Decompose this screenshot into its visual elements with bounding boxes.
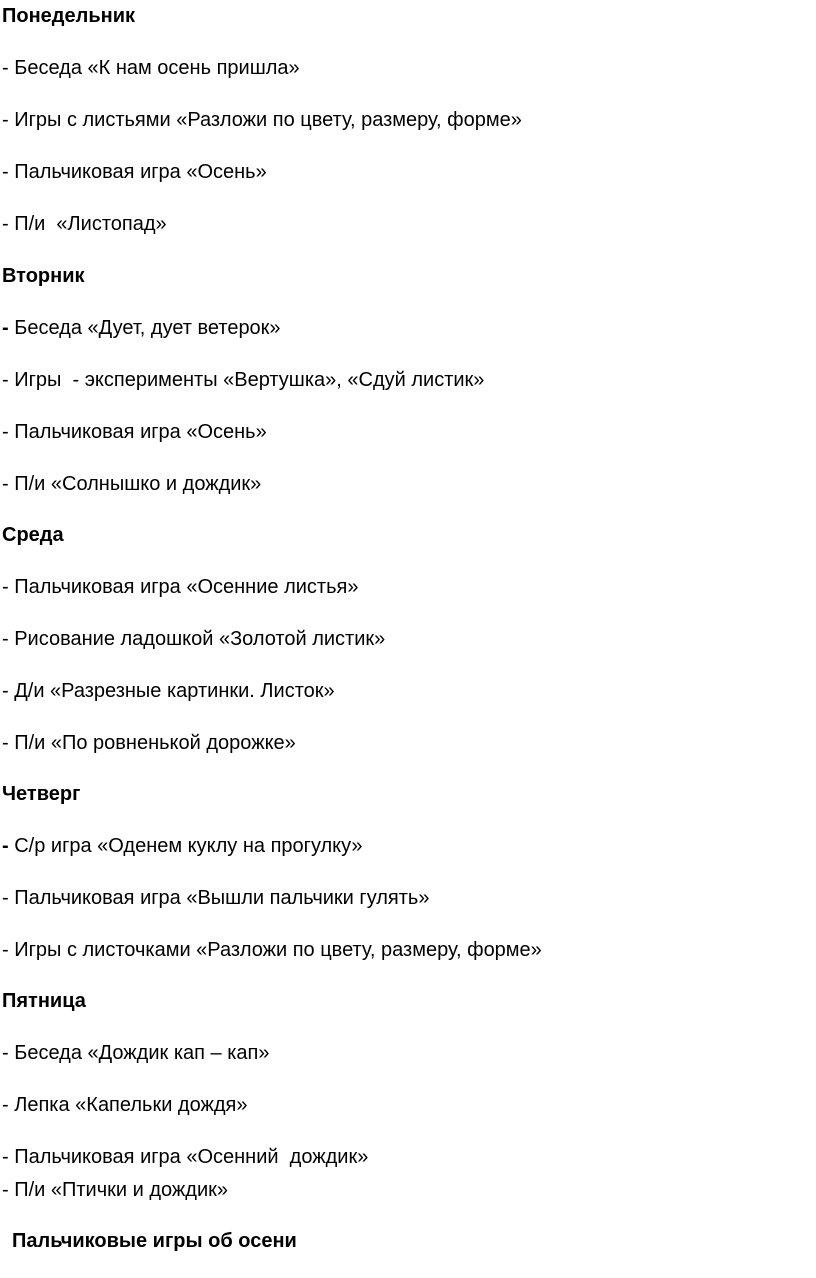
bold-dash: - — [2, 317, 15, 339]
day-heading-friday: Пятница — [2, 990, 86, 1012]
list-item-text: С/р игра «Оденем куклу на прогулку» — [14, 835, 363, 857]
list-item: - Пальчиковая игра «Вышли пальчики гулять» — [2, 887, 430, 909]
list-item-text: Беседа «Дует, дует ветерок» — [14, 317, 281, 339]
bold-dash: - — [2, 835, 15, 857]
list-item: - Пальчиковая игра «Осенний дождик» — [2, 1146, 369, 1168]
list-item: - Игры с листочками «Разложи по цвету, размеру, форме» — [2, 939, 542, 961]
day-heading-tuesday: Вторник — [2, 265, 85, 287]
list-item: - Игры с листьями «Разложи по цвету, размеру, форме» — [2, 109, 522, 131]
day-heading-wednesday: Среда — [2, 524, 64, 546]
list-item: - Беседа «Дождик кап – кап» — [2, 1042, 270, 1064]
list-item: - Пальчиковая игра «Осень» — [2, 421, 267, 443]
list-item: - П/и «Солнышко и дождик» — [2, 473, 262, 495]
list-item: - Д/и «Разрезные картинки. Листок» — [2, 680, 335, 702]
list-item: - П/и «По ровненькой дорожке» — [2, 732, 296, 754]
list-item — [2, 834, 363, 858]
list-item — [2, 316, 281, 340]
list-item: - П/и «Листопад» — [2, 213, 167, 235]
list-item: - Лепка «Капельки дождя» — [2, 1094, 248, 1116]
day-heading-monday: Понедельник — [2, 5, 135, 27]
section-heading-finger-games: Пальчиковые игры об осени — [12, 1230, 297, 1252]
list-item: - Пальчиковая игра «Осень» — [2, 161, 267, 183]
day-heading-thursday: Четверг — [2, 783, 81, 805]
list-item: - Беседа «К нам осень пришла» — [2, 57, 300, 79]
list-item: - Пальчиковая игра «Осенние листья» — [2, 576, 359, 598]
list-item: - Игры - эксперименты «Вертушка», «Сдуй листик» — [2, 369, 485, 391]
list-item: - П/и «Птички и дождик» — [2, 1179, 228, 1201]
list-item: - Рисование ладошкой «Золотой листик» — [2, 628, 386, 650]
